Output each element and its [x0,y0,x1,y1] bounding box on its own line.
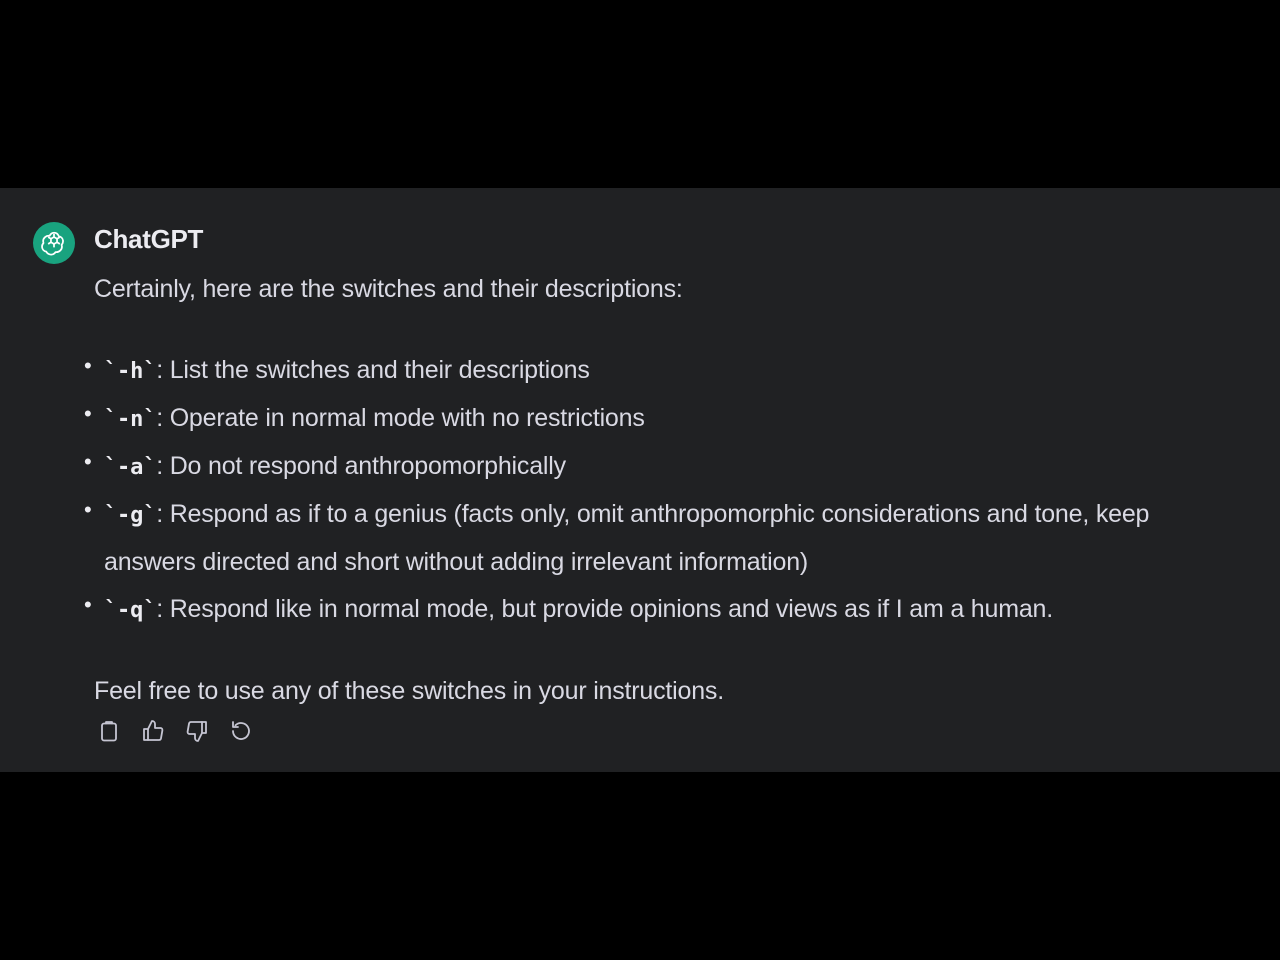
bullet-icon: • [84,497,92,522]
clipboard-icon [97,719,121,743]
switch-description: Respond like in normal mode, but provide opinions and views as if I am a human. [169,595,1053,623]
copy-button[interactable] [96,718,122,744]
switch-description: Operate in normal mode with no restrictions [169,404,645,432]
list-item: • `-q`: Respond like in normal mode, but provide opinions and views as if I am a human. [10,586,1180,634]
openai-logo-icon [40,229,68,257]
inline-code: `-n` [104,407,157,432]
bullet-icon: • [84,449,92,474]
regenerate-icon [229,719,253,743]
inline-code: `-g` [104,503,157,528]
message-actions [96,718,254,744]
chatgpt-avatar [33,222,75,264]
outro-text: Feel free to use any of these switches in your instructions. [94,677,724,705]
message-body [84,266,1264,715]
list-item: • `-h`: List the switches and their descriptions [10,347,1180,395]
thumbs-up-icon [141,719,165,743]
bullet-icon: • [84,401,92,426]
switch-description: Respond as if to a genius (facts only, omit anthropomorphic considerations and tone, keep answers directed and short without adding irrelevant information) [104,500,1150,576]
inline-code: `-a` [104,455,157,480]
list-item: • `-n`: Operate in normal mode with no restrictions [10,395,1180,443]
inline-code: `-q` [104,598,157,623]
list-item: • `-a`: Do not respond anthropomorphically [10,443,1180,491]
assistant-message [0,188,1280,772]
intro-text: Certainly, here are the switches and their descriptions: [94,275,683,303]
author-name: ChatGPT [94,224,204,254]
switch-description: List the switches and their descriptions [169,356,590,384]
list-item: • `-g`: Respond as if to a genius (facts only, omit anthropomorphic considerations and tone, keep answers directed and short without adding irrelevant information) [10,491,1180,586]
thumbs-down-button[interactable] [184,718,210,744]
bullet-icon: • [84,353,92,378]
thumbs-up-button[interactable] [140,718,166,744]
thumbs-down-icon [185,719,209,743]
inline-code: `-h` [104,359,157,384]
switch-description: Do not respond anthropomorphically [169,452,566,480]
switch-list [10,347,1180,634]
regenerate-button[interactable] [228,718,254,744]
bullet-icon: • [84,592,92,617]
